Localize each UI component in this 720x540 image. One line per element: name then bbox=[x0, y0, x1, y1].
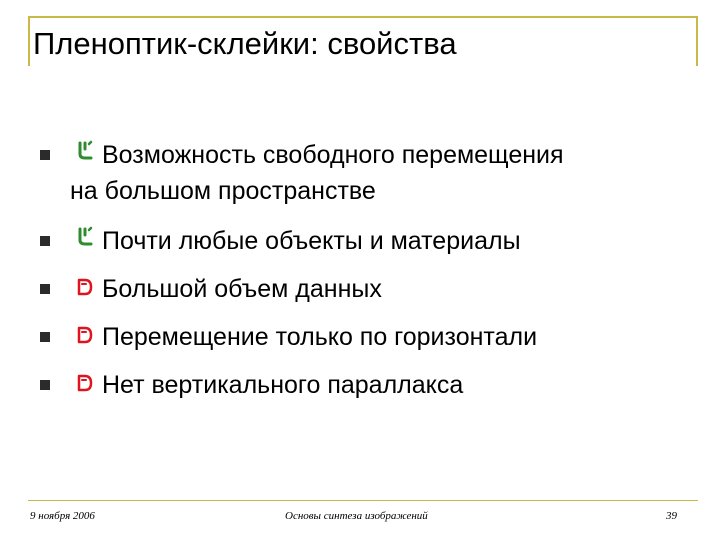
bullet-text: Большой объем данных bbox=[102, 275, 382, 303]
bullet-text: Почти любые объекты и материалы bbox=[102, 227, 521, 255]
square-bullet-marker bbox=[40, 332, 50, 342]
title-frame-left-line bbox=[28, 16, 30, 66]
page-number: 39 bbox=[666, 510, 677, 522]
title-frame-top-line bbox=[28, 16, 698, 18]
title-frame-right-line bbox=[696, 16, 698, 66]
bullet-text: Нет вертикального параллакса bbox=[102, 371, 464, 399]
frown-icon bbox=[76, 276, 94, 298]
footer-divider bbox=[28, 500, 698, 501]
square-bullet-marker bbox=[40, 284, 50, 294]
bullet-text: Перемещение только по горизонтали bbox=[102, 323, 538, 351]
frown-icon bbox=[76, 324, 94, 346]
square-bullet-marker bbox=[40, 380, 50, 390]
frown-icon bbox=[76, 372, 94, 394]
square-bullet-marker bbox=[40, 236, 50, 246]
slide-title: Пленоптик-склейки: свойства bbox=[33, 26, 457, 61]
footer-course-title: Основы синтеза изображений bbox=[285, 510, 428, 522]
bullet-text: Возможность свободного перемещения bbox=[102, 141, 564, 169]
smile-icon bbox=[76, 140, 94, 162]
bullet-text-continuation: на большом пространстве bbox=[70, 177, 376, 205]
footer-date: 9 ноября 2006 bbox=[30, 510, 95, 522]
square-bullet-marker bbox=[40, 150, 50, 160]
smile-icon bbox=[76, 226, 94, 248]
